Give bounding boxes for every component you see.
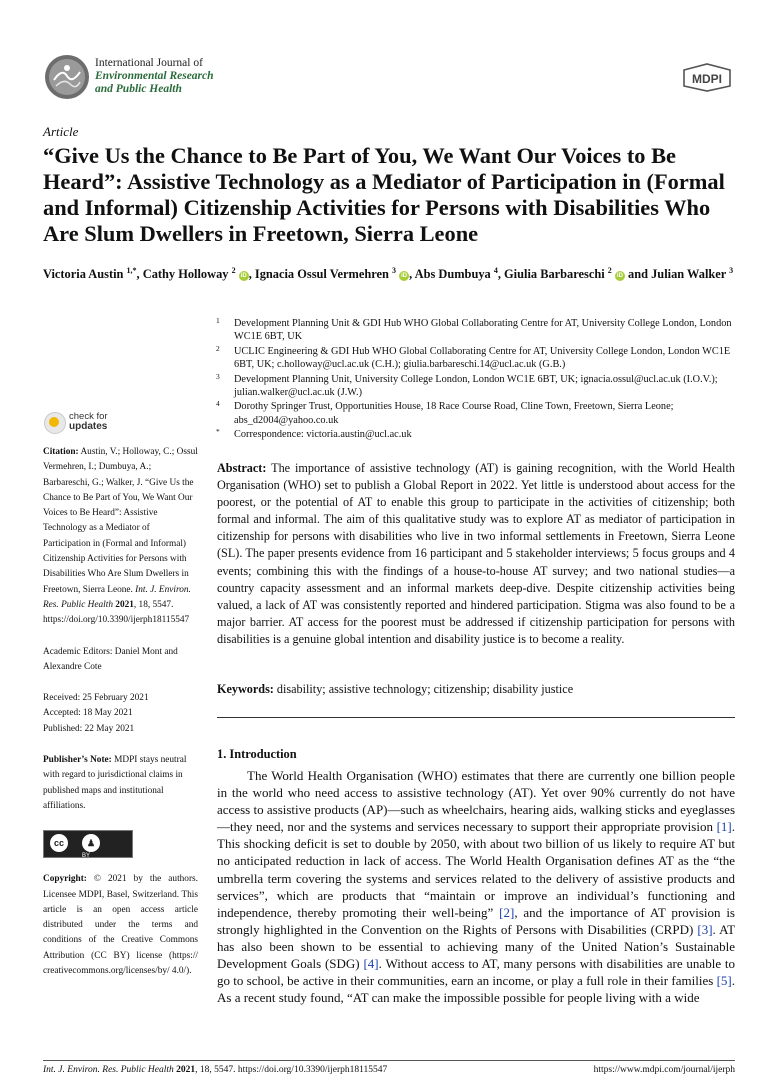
journal-name-line1: International Journal of: [95, 57, 203, 69]
author-name[interactable]: Giulia Barbareschi: [504, 267, 605, 282]
introduction-paragraph: The World Health Organisation (WHO) estimates that there are currently one billion people in the world who need access to assistive technology (AT). Yet over 90% currently do not have access to assistive products (AP)—such as wheelchairs, hearing aids, walking sticks and eyeglasses—they need, nor and the systems and services necessary to support their appropriate provision [1]. This shocking deficit is set to double by 2050, with about two billion of us likely to require AT but no anticipated reduction in lack of access. The World Health Organisation defines AT as the “the umbrella term covering the systems and services related to the delivery of assistive products and services”, which are products that “maintain or improve an individual’s functioning and independence, thereby promoting their well-being” [2], and the importance of AT provision is strongly highlighted in the Convention on the Rights of Persons with Disabilities (CRPD) [3]. AT has also been shown to be essential to achieving many of the United Nation’s Sustainable Development Goals (SDG) [4]. Without access to AT, many persons with disabilities are unable to go to school, be active in their communities, earn an income, or play a full role in their families [5]. As a recent study found, “AT can make the impossible possible for people living with a wide: [217, 768, 736, 1006]
affiliation-item: 2 UCLIC Engineering & GDI Hub WHO Global Collaborating Centre for AT, University College London, London WC1E 6BT, UK; c.holloway@ucl.ac.uk (C.H.); giulia.barbareschi.14@ucl.ac.uk (G.B.): [216, 343, 731, 371]
section-divider: [217, 717, 735, 718]
check-for-updates-button[interactable]: [44, 411, 134, 437]
journal-name: [95, 57, 214, 96]
affiliations: [216, 317, 736, 443]
author-name[interactable]: Cathy Holloway: [142, 267, 229, 282]
publishers-note: Publisher’s Note: MDPI stays neutral with regard to jurisdictional claims in published maps and institutional affiliations.: [43, 755, 187, 811]
cc-by-license-icon[interactable]: cc ♟ BY: [43, 830, 133, 858]
authors-and: and: [628, 267, 648, 282]
affiliation-item: 3 Development Planning Unit, University College London, London WC1E 6BT, UK; ignacia.ossul@ucl.ac.uk (I.O.V.); julian.walker@ucl.ac.uk (J.W.): [216, 371, 718, 399]
publisher-logo: [680, 62, 734, 92]
footer-journal-url[interactable]: https://www.mdpi.com/journal/ijerph: [593, 1065, 735, 1075]
published-date: Published: 22 May 2021: [43, 723, 135, 734]
author-affil-sup: 1,*: [126, 266, 137, 275]
author-affil-sup: 3: [729, 266, 734, 275]
copyright: Copyright: © 2021 by the authors. Licensee MDPI, Basel, Switzerland. This article is an open access article distributed under the terms and conditions of the Creative Commons Attribution (CC BY) license (https:// creativecommons.org/licenses/by/ 4.0/).: [43, 874, 198, 977]
author-affil-sup: 3: [392, 266, 397, 275]
abstract: Abstract: The importance of assistive technology (AT) is gaining recognition, with the World Health Organisation (WHO) set to publish a Global Report in 2022. Yet little is understood about access for the poorest, or the potential of AT to enable this group to participate in the activities of citizenship; both formal and informal. The aim of this qualitative study was to explore AT as mediator of participation in citizenship for persons with disabilities who live in two informal settlements in Freetown, Sierra Leone (SL). The paper presents evidence from 16 participant and 5 stakeholder interviews; 5 focus groups and 4 events; combining this with the findings of a house-to-house AT survey; and two national studies—a country capacity assessment and an informal markets deep-dive. Despite citizenship activities being valued, a lack of AT was consistently reported and hindered participation. Stigma was also found to be a major barrier. AT access for the poorest must be addressed if citizenship participation for persons with disabilities is a genuine global intention and disability justice is to become a reality.: [217, 461, 735, 646]
orcid-icon[interactable]: iD: [401, 273, 408, 280]
section-heading: 1. Introduction: [217, 747, 297, 761]
article-title: “Give Us the Chance to Be Part of You, We Want Our Voices to Be Heard”: Assistive Technology as a Mediator of Participation in (Formal and Informal) Citizenship Activities for Persons with Disabilities Who Are Slum Dwellers in Freetown, Sierra Leone: [43, 143, 725, 246]
citation-link[interactable]: [4]: [363, 956, 379, 972]
author-name[interactable]: Victoria Austin: [43, 267, 124, 282]
citation-link[interactable]: [2]: [499, 904, 515, 920]
received-date: Received: 25 February 2021: [43, 693, 149, 704]
citation-link[interactable]: [1]: [716, 819, 732, 835]
orcid-icon[interactable]: iD: [616, 273, 623, 280]
author-name[interactable]: Julian Walker: [651, 267, 727, 282]
journal-logo-icon: [44, 54, 90, 100]
footer-divider: [43, 1060, 735, 1061]
author-affil-sup: 4: [493, 266, 498, 275]
author-affil-sup: 2: [607, 266, 612, 275]
orcid-icon[interactable]: iD: [240, 273, 247, 280]
accepted-date: Accepted: 18 May 2021: [43, 708, 133, 719]
author-name[interactable]: Abs Dumbuya: [414, 267, 491, 282]
footer-citation: Int. J. Environ. Res. Public Health 2021, 18, 5547. https://doi.org/10.3390/ijerph18115547: [43, 1065, 388, 1075]
academic-editors: Academic Editors: Daniel Mont and Alexandre Cote: [43, 646, 178, 672]
citation: Citation: Austin, V.; Holloway, C.; Ossul Vermehren, I.; Dumbuya, A.; Barbareschi, G.; Walker, J. “Give Us the Chance to Be Part of You, We Want Our Voices to Be Heard”: Assistive Technology as a Mediator of Participation in (Formal and Informal) Citizenship Activities for Persons with Disabilities Who Are Slum Dwellers in Freetown, Sierra Leone. Int. J. Environ. Res. Public Health 2021, 18, 5547. https://doi.org/10.3390/ijerph18115547: [43, 447, 198, 626]
author-affil-sup: 2: [231, 266, 236, 275]
correspondence: * Correspondence: victoria.austin@ucl.ac.uk: [216, 427, 412, 441]
journal-name-line3: and Public Health: [95, 83, 182, 95]
author-name[interactable]: Ignacia Ossul Vermehren: [254, 267, 389, 282]
affiliation-item: 1 Development Planning Unit & GDI Hub WHO Global Collaborating Centre for AT, University College London, London WC1E 6BT, UK: [216, 316, 732, 343]
journal-name-line2: Environmental Research: [95, 70, 214, 82]
citation-link[interactable]: [3]: [697, 921, 713, 937]
publisher-name: MDPI: [692, 72, 722, 86]
citation-link[interactable]: [5]: [716, 973, 732, 989]
check-updates-icon: [44, 412, 66, 434]
author-list: Victoria Austin $^{1,*}$, Cathy Holloway $^2$ iD , Ignacia Ossul Vermehren $^3$ iD , Abs Dumbuya $^4$, Giulia Barbareschi $^2$ iD and Julian Walker $^3$: [43, 266, 734, 282]
affiliation-item: 4 Dorothy Springer Trust, Opportunities House, 18 Race Course Road, Cline Town, Freetown, Sierra Leone; abs_d2004@yahoo.co.uk: [216, 399, 674, 426]
keywords: Keywords: disability; assistive technology; citizenship; disability justice: [217, 682, 574, 696]
sidebar: [43, 445, 198, 979]
check-updates-line1: check for: [69, 411, 108, 422]
check-updates-line2: updates: [69, 421, 108, 432]
article-type: Article: [43, 124, 79, 139]
